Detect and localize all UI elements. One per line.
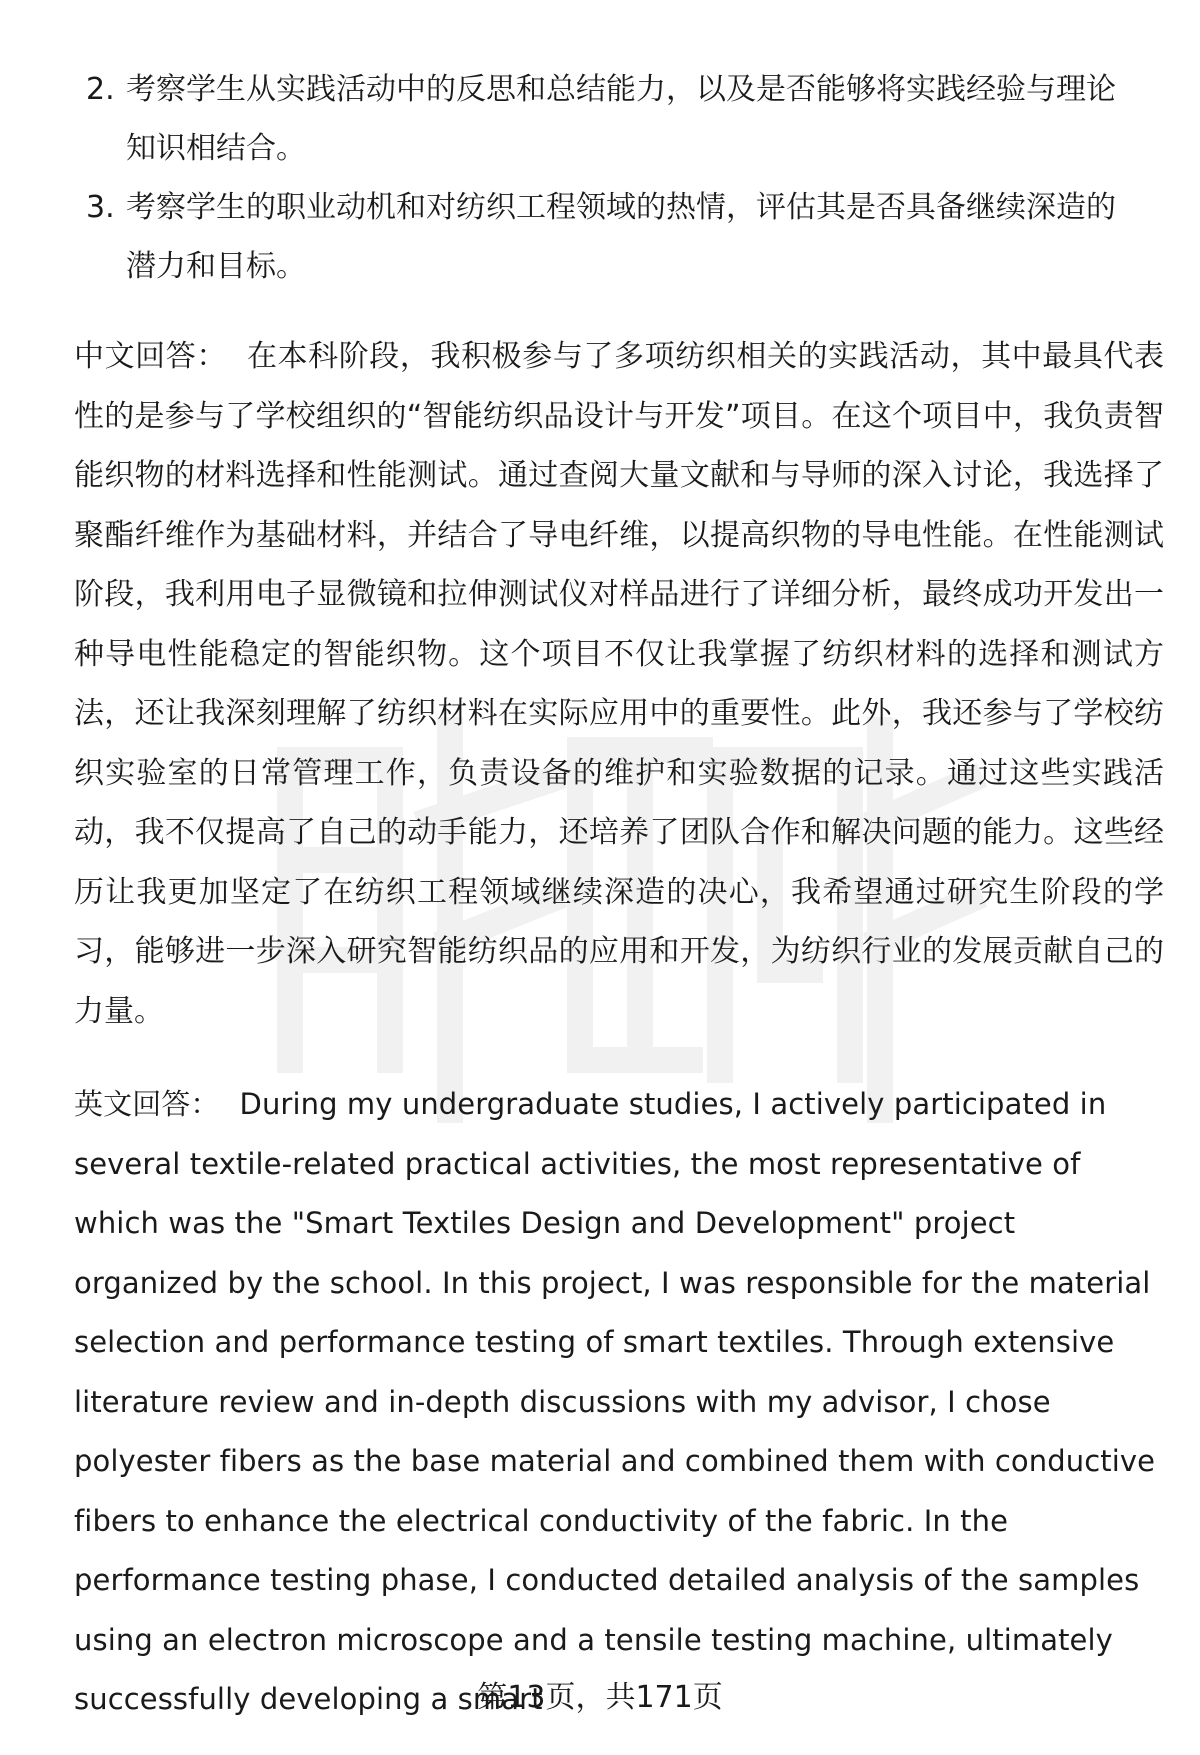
chinese-answer-label: 中文回答：	[74, 339, 227, 374]
english-answer-label: 英文回答：	[74, 1087, 220, 1121]
list-item	[74, 178, 1144, 296]
list-item-text: 考察学生的职业动机和对纺织工程领域的热情，评估其是否具备继续深造的潜力和目标。	[126, 190, 1116, 284]
chinese-answer-paragraph	[74, 327, 1164, 1041]
english-answer-paragraph	[74, 1075, 1164, 1730]
page-footer	[0, 1678, 1200, 1718]
list-item-number: 2.	[86, 72, 115, 107]
list-item	[74, 60, 1144, 178]
evaluation-points-list	[74, 60, 1144, 296]
english-answer-text: During my undergraduate studies, I actively participated in several textile-related practical activities, the most representative of which was the "Smart Textiles Design and Development" project organized by the school. In this project, I was responsible for the material selection and performance testing of smart textiles. Through extensive literature review and in-depth discussions with my advisor, I chose polyester fibers as the base material and combined them with conductive fibers to enhance the electrical conductivity of the fabric. In the performance testing phase, I conducted detailed analysis of the samples using an electron microscope and a tensile testing machine, ultimately successfully developing a smart	[74, 1087, 1156, 1716]
chinese-answer-text: 在本科阶段，我积极参与了多项纺织相关的实践活动，其中最具代表性的是参与了学校组织的“智能纺织品设计与开发”项目。在这个项目中，我负责智能织物的材料选择和性能测试。通过查阅大量文献和与导师的深入讨论，我选择了聚酯纤维作为基础材料，并结合了导电纤维，以提高织物的导电性能。在性能测试阶段，我利用电子显微镜和拉伸测试仪对样品进行了详细分析，最终成功开发出一种导电性能稳定的智能织物。这个项目不仅让我掌握了纺织材料的选择和测试方法，还让我深刻理解了纺织材料在实际应用中的重要性。此外，我还参与了学校纺织实验室的日常管理工作，负责设备的维护和实验数据的记录。通过这些实践活动，我不仅提高了自己的动手能力，还培养了团队合作和解决问题的能力。这些经历让我更加坚定了在纺织工程领域继续深造的决心，我希望通过研究生阶段的学习，能够进一步深入研究智能纺织品的应用和开发，为纺织行业的发展贡献自己的力量。	[74, 339, 1165, 1029]
list-item-number: 3.	[86, 190, 115, 225]
page-number: 第13页，共171页	[477, 1680, 723, 1715]
list-item-text: 考察学生从实践活动中的反思和总结能力，以及是否能够将实践经验与理论知识相结合。	[126, 72, 1116, 166]
